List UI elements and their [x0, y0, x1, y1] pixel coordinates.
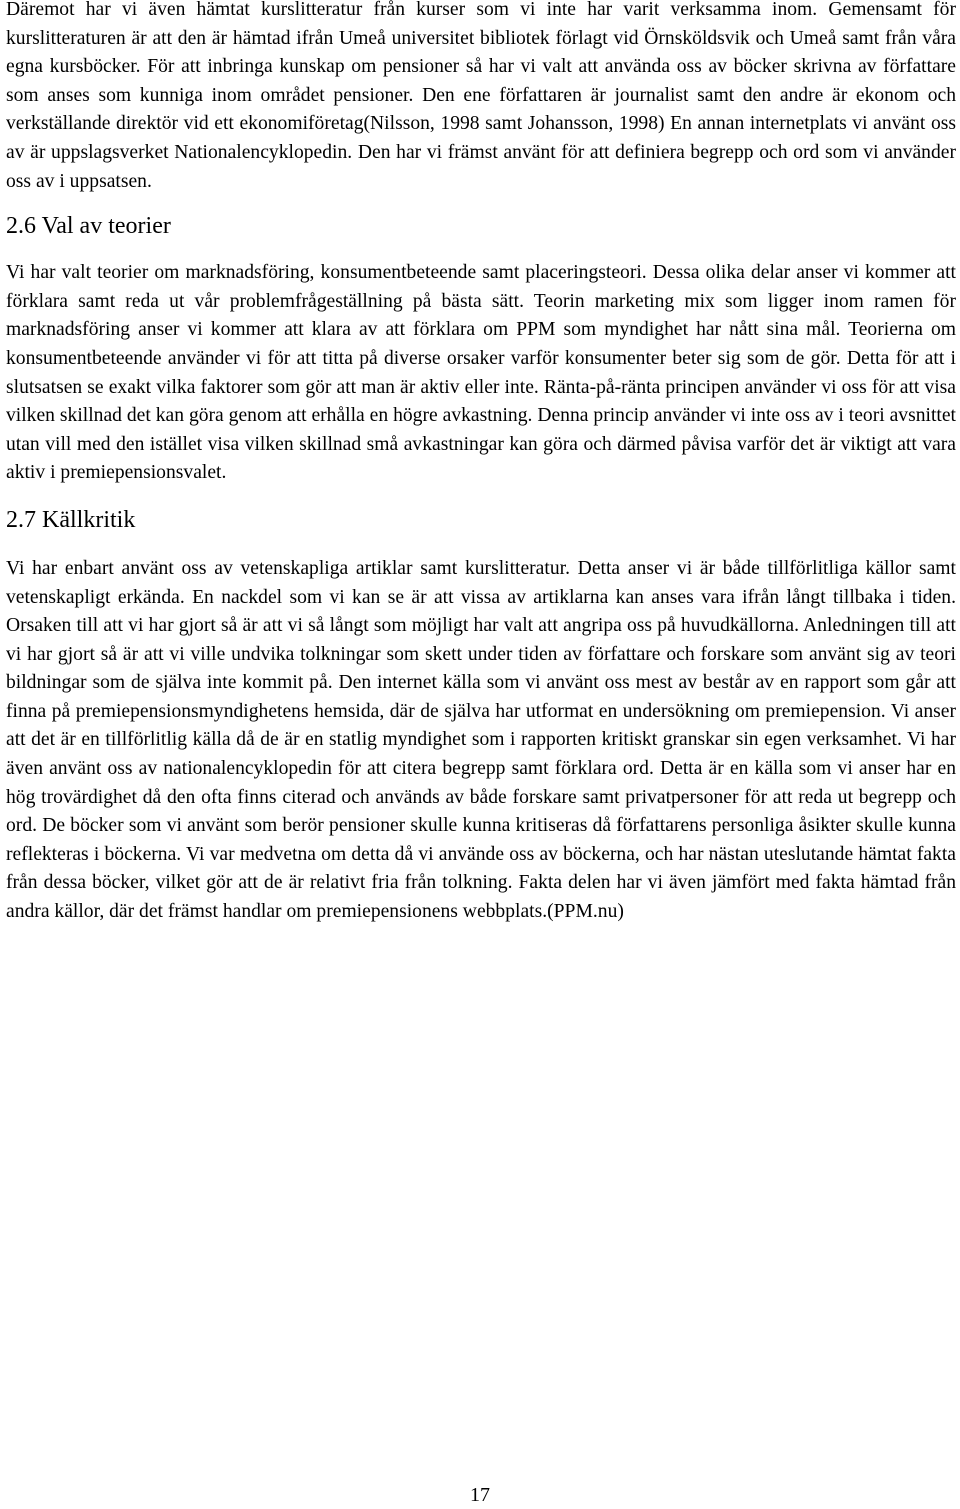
paragraph-sources: Däremot har vi även hämtat kurslitteratur från kurser som vi inte har varit verksamma inom. Gemensamt för kurslitteraturen är att den är hämtad ifrån Umeå universitet bibliotek förlagt vid Örnsköldsvik och Umeå samt från våra egna kursböcker. För att inbringa kunskap om pensioner så har vi valt att använda oss av böcker skrivna av författare som anses som kunniga inom området pensioner. Den ene författaren är journalist samt den andre är ekonom och verkställande direktör vid ett ekonomiföretag(Nilsson, 1998 samt Johansson, 1998) En annan internetplats vi använt oss av är uppslagsverket Nationalencyklopedin. Den har vi främst använt för att definiera begrepp och ord som vi använder oss av i uppsatsen. [6, 0, 956, 192]
page-number: 17 [470, 1484, 490, 1506]
document-page [6, 0, 956, 927]
paragraph-val-av-teorier: Vi har valt teorier om marknadsföring, konsumentbeteende samt placeringsteori. Dessa olika delar anser vi kommer att förklara samt reda ut vår problemfrågeställning på bästa sätt. Teorin marketing mix som ligger inom ramen för marknadsföring anser vi kommer att klara av att förklara om PPM som myndighet har nått sina mål. Teorierna om konsumentbeteende använder vi för att titta på diverse orsaker varför konsumenter beter sig som de gör. Detta för att i slutsatsen se exakt vilka faktorer som gör att man är aktiv eller inte. Ränta-på-ränta principen använder vi oss för att visa vilken skillnad det kan göra genom att erhålla en högre avkastning. Denna princip använder vi inte oss av i teori avsnittet utan vill med den istället visa vilken skillnad små avkastningar kan göra och därmed påvisa varför det är viktigt att vara aktiv i premiepensionsvalet. [6, 262, 956, 484]
heading-val-av-teorier: 2.6 Val av teorier [6, 213, 171, 240]
paragraph-kallkritik: Vi har enbart använt oss av vetenskapliga artiklar samt kurslitteratur. Detta anser vi är både tillförlitliga källor samt vetenskapligt erkända. En nackdel som vi kan se är att vissa av artiklarna kan anses vara ifrån långt tillbaka i tiden. Orsaken till att vi har gjort så är att vi så långt som möjligt har valt att angripa oss på huvudkällorna. Anledningen till att vi har gjort så är att vi ville undvika tolkningar som skett under tiden av författare och forskare som använt sig av teori bildningar som de själva inte kommit på. Den internet källa som vi använt oss mest av består av en rapport som går att finna på premiepensionsmyndighetens hemsida, där de själva har utformat en undersökning om premiepension. Vi anser att det är en tillförlitlig källa då de är en statlig myndighet som i rapporten kritiskt granskar sin egen verksamhet. Vi har även använt oss av nationalencyklopedin för att citera begrepp samt förklara ord. Detta är en källa som vi anser har en hög trovärdighet då den ofta finns citerad och används av både forskare samt privatpersoner för att reda ut begrepp och ord. De böcker som vi använt som berör pensioner skulle kunna kritiseras då författarens personliga åsikter skulle kunna reflekteras i böckerna. Vi var medvetna om detta då vi använde oss av böckerna, och har nästan uteslutande hämtat fakta från dessa böcker, vilket gör att de är relativt fria från tolkning. Fakta delen har vi även jämfört med fakta hämtad från andra källor, där det främst handlar om premiepensionens webbplats.(PPM.nu) [6, 557, 956, 923]
heading-kallkritik: 2.7 Källkritik [6, 506, 136, 533]
